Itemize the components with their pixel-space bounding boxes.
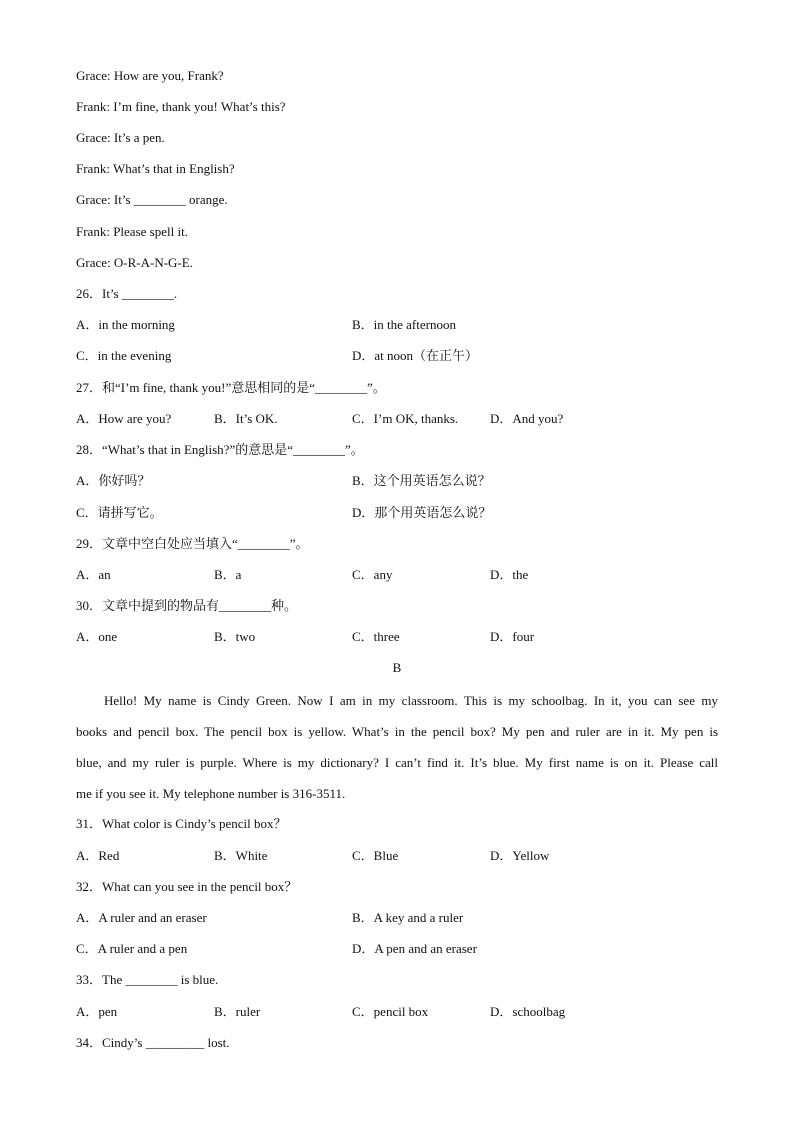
option-32-a: A．A ruler and an eraser <box>76 910 207 925</box>
passage <box>76 685 718 809</box>
option-27-d: D．And you? <box>490 411 564 426</box>
passage-line: blue, and my ruler is purple. Where is my dictionary? I can’t find it. It’s blue. My first name is on it. Please call <box>76 755 718 770</box>
question-stem-34: 34．Cindy’s _________ lost. <box>76 1035 230 1050</box>
question-stem-30: 30．文章中提到的物品有________种。 <box>76 598 298 613</box>
option-32-b: B．A key and a ruler <box>352 910 464 925</box>
option-32-d: D．A pen and an eraser <box>352 941 477 956</box>
passage-line: Hello! My name is Cindy Green. Now I am in my classroom. This is my schoolbag. In it, you can see my <box>104 693 718 708</box>
option-31-b: B．White <box>214 848 268 863</box>
option-29-b: B．a <box>214 567 242 582</box>
option-29-c: C．any <box>352 567 393 582</box>
option-32-c: C．A ruler and a pen <box>76 941 188 956</box>
option-28-b: B．这个用英语怎么说？ <box>352 473 491 488</box>
option-26-a: A．in the morning <box>76 317 175 332</box>
option-26-b: B．in the afternoon <box>352 317 456 332</box>
passage-line: me if you see it. My telephone number is 316-3511. <box>76 786 346 801</box>
option-27-a: A．How are you? <box>76 411 172 426</box>
option-26-d: D．at noon（在正午） <box>352 348 479 363</box>
question-stem-29: 29．文章中空白处应当填入“________”。 <box>76 536 309 551</box>
option-29-d: D．the <box>490 567 529 582</box>
dialogue-line: Grace: It’s a pen. <box>76 130 165 145</box>
question-stem-31: 31．What color is Cindy’s pencil box？ <box>76 816 287 831</box>
option-29-a: A．an <box>76 567 111 582</box>
option-30-a: A．one <box>76 629 118 644</box>
option-31-d: D．Yellow <box>490 848 550 863</box>
option-28-c: C．请拼写它。 <box>76 505 163 520</box>
question-stem-32: 32．What can you see in the pencil box？ <box>76 879 298 894</box>
option-30-c: C．three <box>352 629 400 644</box>
question-stem-26: 26．It’s ________. <box>76 286 178 301</box>
option-33-b: B．ruler <box>214 1004 261 1019</box>
option-31-a: A．Red <box>76 848 120 863</box>
question-stem-33: 33．The ________ is blue. <box>76 972 219 987</box>
dialogue-line: Grace: It’s ________ orange. <box>76 192 228 207</box>
question-stem-28: 28．“What’s that in English?”的意思是“________”。 <box>76 442 364 457</box>
option-27-b: B．It’s OK. <box>214 411 278 426</box>
section-heading: B <box>392 660 402 675</box>
option-30-d: D．four <box>490 629 535 644</box>
option-27-c: C．I’m OK, thanks. <box>352 411 459 426</box>
option-33-c: C．pencil box <box>352 1004 429 1019</box>
dialogue-line: Frank: I’m fine, thank you! What’s this? <box>76 99 286 114</box>
option-28-d: D．那个用英语怎么说？ <box>352 505 492 520</box>
option-33-a: A．pen <box>76 1004 118 1019</box>
option-30-b: B．two <box>214 629 256 644</box>
option-28-a: A．你好吗？ <box>76 473 151 488</box>
dialogue-line: Frank: What’s that in English? <box>76 161 235 176</box>
question-stem-27: 27．和“I’m fine, thank you!”意思相同的是“________”。 <box>76 380 386 395</box>
dialogue-line: Grace: O-R-A-N-G-E. <box>76 255 193 270</box>
dialogue-line: Grace: How are you, Frank? <box>76 68 224 83</box>
option-33-d: D．schoolbag <box>490 1004 566 1019</box>
option-31-c: C．Blue <box>352 848 399 863</box>
option-26-c: C．in the evening <box>76 348 172 363</box>
dialogue-line: Frank: Please spell it. <box>76 224 188 239</box>
passage-line: books and pencil box. The pencil box is yellow. What’s in the pencil box? My pen and ruler are in it. My pen is <box>76 724 718 739</box>
